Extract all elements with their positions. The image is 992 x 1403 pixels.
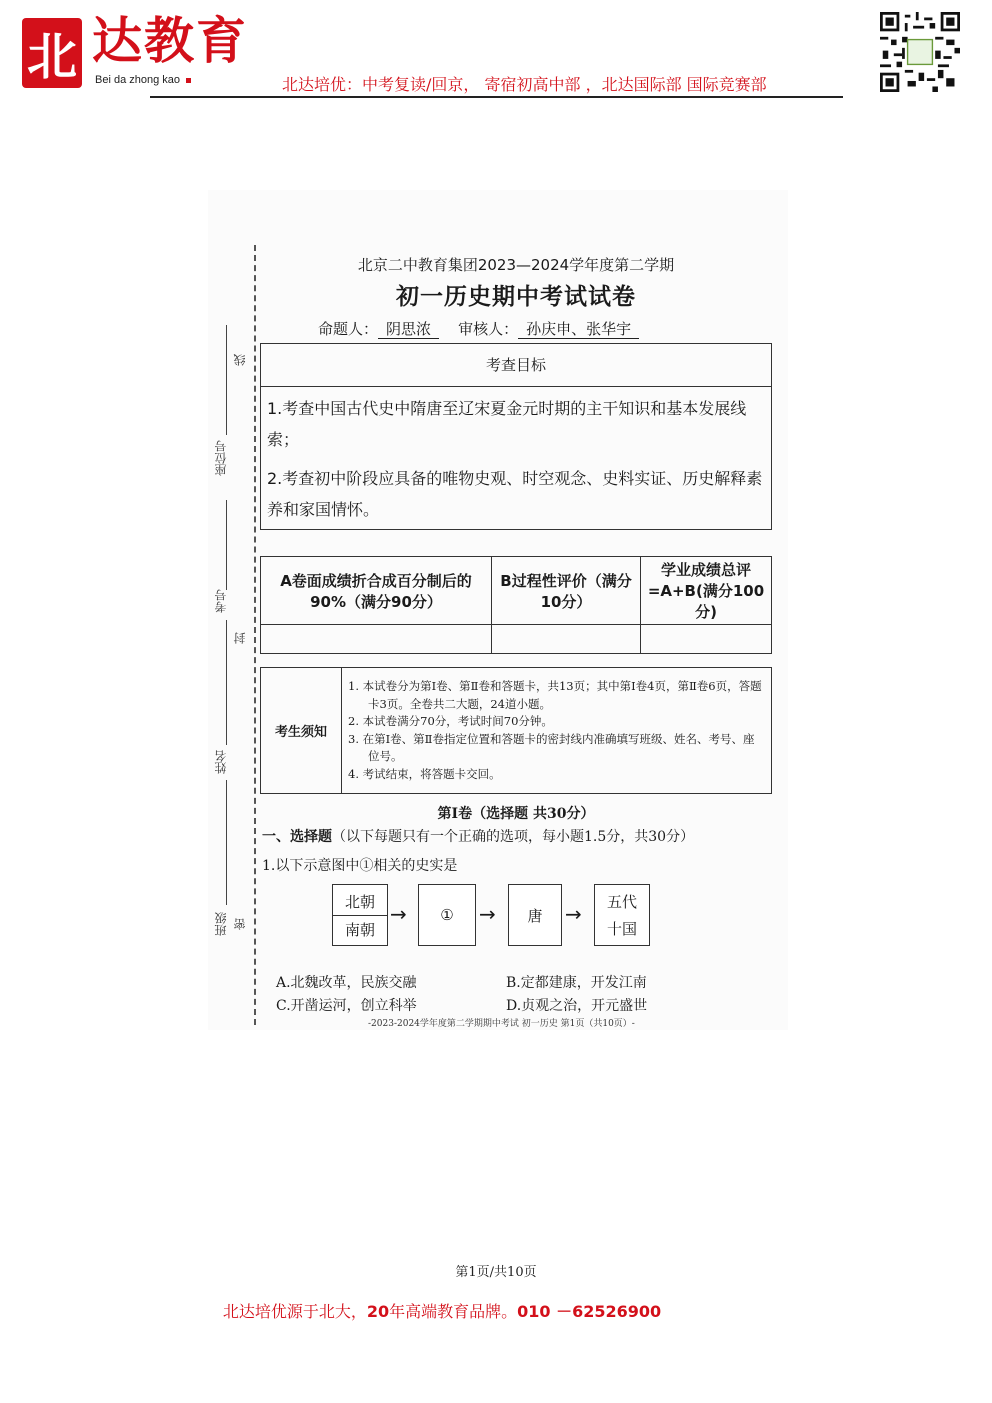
author-name: 阴思浓 <box>378 320 439 339</box>
option-d[interactable]: D.贞观之治，开元盛世 <box>506 998 648 1014</box>
footer-text-b: 20 <box>366 1302 390 1321</box>
score-cell-b[interactable] <box>492 625 641 654</box>
reviewer-name: 孙庆申、张华宇 <box>518 320 639 339</box>
binding-dashed-line <box>254 245 256 1025</box>
question-stem: 1.以下示意图中①相关的史实是 <box>262 858 458 874</box>
side-label-class: 班级 <box>214 912 228 936</box>
notice-list <box>342 668 771 793</box>
page-number: 第1页/共10页 <box>455 1265 537 1280</box>
flow-arrow-icon: → <box>390 902 407 926</box>
goal-item: 2.考查初中阶段应具备的唯物史观、时空观念、史料实证、历史解释素养和家国情怀。 <box>267 469 763 519</box>
flow-box-ten-kingdoms: 十国 <box>606 920 637 938</box>
flow-box-five-dynasties <box>594 884 650 946</box>
side-label-secret: 密 <box>233 918 247 930</box>
score-col-a: A卷面成绩折合成百分制后的90%（满分90分） <box>261 557 492 625</box>
score-col-b: B过程性评价（满分10分） <box>492 557 641 625</box>
author-label: 命题人： <box>318 320 379 338</box>
flow-box-north: 北朝 <box>333 888 387 916</box>
section-title <box>262 826 694 846</box>
flow-box-five-dynasties-top: 五代 <box>606 893 637 911</box>
side-rule <box>226 780 227 905</box>
qr-code-icon <box>880 12 960 92</box>
side-label-seat: 座位号 <box>214 440 228 476</box>
flow-box-tang: 唐 <box>508 884 562 946</box>
flow-arrow-icon: → <box>479 902 496 926</box>
section-heading: 第Ⅰ卷（选择题 共30分） <box>437 806 595 822</box>
footer-slogan <box>0 1299 884 1322</box>
exam-title-top: 北京二中教育集团2023—2024学年度第二学期 <box>357 256 675 274</box>
flow-box-north-south <box>332 884 388 946</box>
goals-heading: 考查目标 <box>261 344 771 387</box>
score-cell-total[interactable] <box>641 625 772 654</box>
side-label-seal: 封 <box>233 632 247 644</box>
logo-subtitle: Bei da zhong kao <box>95 74 191 86</box>
logo-mark: 北 <box>22 18 82 88</box>
header-divider <box>150 96 843 98</box>
flow-box-blank: ① <box>418 884 476 946</box>
side-label-name: 姓名 <box>214 750 228 774</box>
reviewer-label: 审核人： <box>458 320 519 338</box>
section-title-bold: 一、选择题 <box>262 829 332 845</box>
side-label-line: 线 <box>233 354 247 366</box>
score-col-total: 学业成绩总评=A+B(满分100分) <box>641 557 772 625</box>
footer-text-c: 年高端教育品牌。 <box>389 1302 518 1321</box>
notice-item: 3. 在第Ⅰ卷、第Ⅱ卷指定位置和答题卡的密封线内准确填写班级、姓名、考号、座位号。 <box>348 731 755 763</box>
exam-title: 初一历史期中考试试卷 <box>396 284 636 310</box>
side-rule <box>226 325 227 435</box>
notice-label: 考生须知 <box>261 668 342 793</box>
section-title-rest: （以下每题只有一个正确的选项，每小题1.5分，共30分） <box>332 829 695 845</box>
score-cell-a[interactable] <box>261 625 492 654</box>
side-label-exam-no: 考号 <box>214 589 228 613</box>
footer-phone: 010 －62526900 <box>517 1302 662 1321</box>
header-slogan: 北达培优：中考复读/回京， 寄宿初高中部 ，北达国际部 国际竞赛部 <box>282 75 767 94</box>
goal-item: 1.考查中国古代史中隋唐至辽宋夏金元时期的主干知识和基本发展线索； <box>267 399 747 449</box>
notice-item: 1. 本试卷分为第Ⅰ卷、第Ⅱ卷和答题卡，共13页；其中第Ⅰ卷4页，第Ⅱ卷6页，答题卡3页。全卷共二大题，24道小题。 <box>348 679 762 711</box>
option-c[interactable]: C.开凿运河，创立科举 <box>276 998 417 1014</box>
option-a[interactable]: A.北魏改革，民族交融 <box>276 975 417 991</box>
footer-text-a: 北达培优源于北大， <box>222 1302 367 1321</box>
exam-authors <box>318 318 639 339</box>
flow-arrow-icon: → <box>565 902 582 926</box>
logo-text: 达教育 <box>92 11 248 70</box>
side-rule <box>226 620 227 745</box>
notice-item: 4. 考试结束，将答题卡交回。 <box>348 766 501 781</box>
option-b[interactable]: B.定都建康，开发江南 <box>506 975 647 991</box>
scan-page-footer: -2023-2024学年度第二学期期中考试 初一历史 第1页（共10页）- <box>368 1019 635 1029</box>
goals-box <box>260 343 772 530</box>
notice-box <box>260 667 772 794</box>
score-table <box>260 556 772 654</box>
notice-item: 2. 本试卷满分70分，考试时间70分钟。 <box>348 714 553 728</box>
side-rule <box>226 500 227 590</box>
flow-box-south: 南朝 <box>344 920 375 939</box>
